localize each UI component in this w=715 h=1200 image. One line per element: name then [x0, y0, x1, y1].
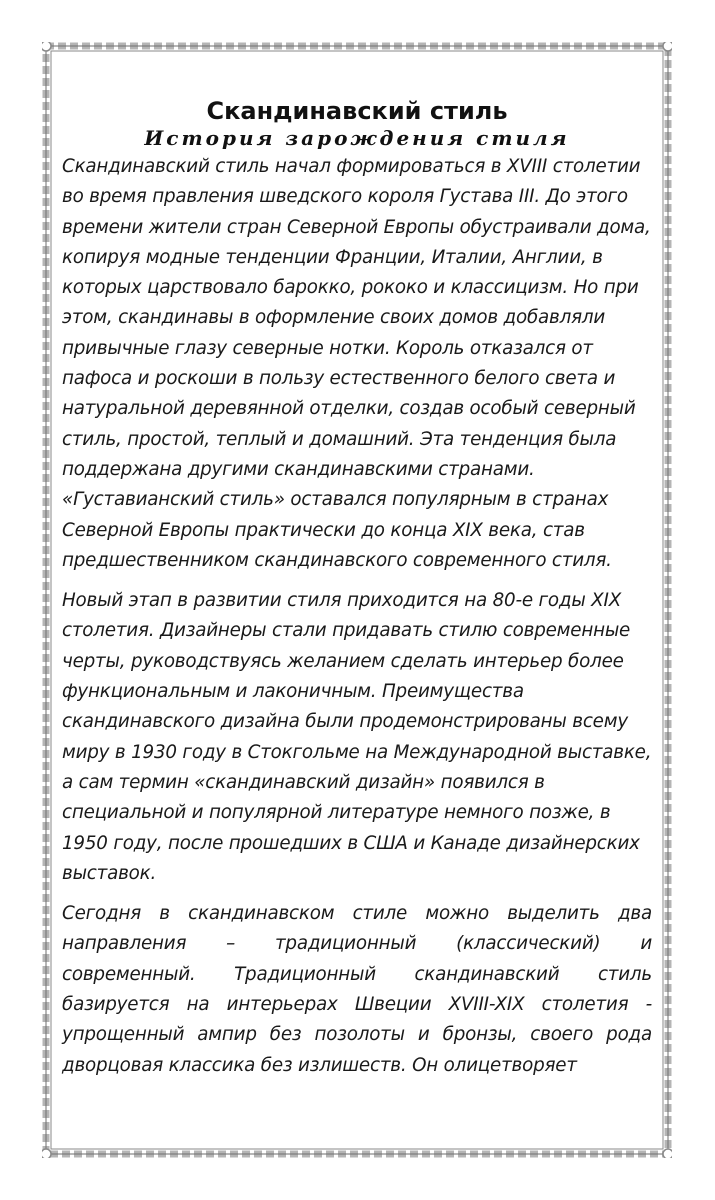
corner-ornament: [42, 1149, 51, 1158]
document-body: [62, 96, 652, 1091]
corner-ornament: [663, 1149, 672, 1158]
page-title: Скандинавский стиль: [206, 97, 508, 125]
corner-ornament: [42, 42, 51, 51]
page-subtitle: История зарождения стиля: [144, 126, 570, 150]
paragraph: Скандинавский стиль начал формироваться в XVIII столетии во время правления шведского короля Густава III. До этого времени жители стран Северной Европы обустраивали дома, копируя модные тенденции Франции, Италии, Англии, в которых царствовало барокко, рококо и классицизм. Но при этом, скандинавы в оформление своих домов добавляли привычные глазу северные нотки. Король отказался от пафоса и роскоши в пользу естественного белого света и натуральной деревянной отделки, создав особый северный стиль, простой, теплый и домашний. Эта тенденция была поддержана другими скандинавскими странами. «Густавианский стиль» оставался популярным в странах Северной Европы практически до конца XIX века, став предшественником скандинавского современного стиля.: [62, 156, 651, 571]
paragraph: Сегодня в скандинавском стиле можно выделить два направления – традиционный (классический) и современный. Традиционный скандинавский стиль базируется на интерьерах Швеции XVIII-XIX столетия - упрощенный ампир без позолоты и бронзы, своего рода дворцовая классика без излишеств. Он олицетворяет: [62, 903, 652, 1076]
corner-ornament: [663, 42, 672, 51]
paragraph: Новый этап в развитии стиля приходится на 80-е годы XIX столетия. Дизайнеры стали придавать стилю современные черты, руководствуясь желанием сделать интерьер более функциональным и лаконичным. Преимущества скандинавского дизайна были продемонстрированы всему миру в 1930 году в Стокгольме на Международной выставке, а сам термин «скандинавский дизайн» появился в специальной и популярной литературе немного позже, в 1950 году, после прошедших в США и Канаде дизайнерских выставок.: [62, 590, 652, 884]
